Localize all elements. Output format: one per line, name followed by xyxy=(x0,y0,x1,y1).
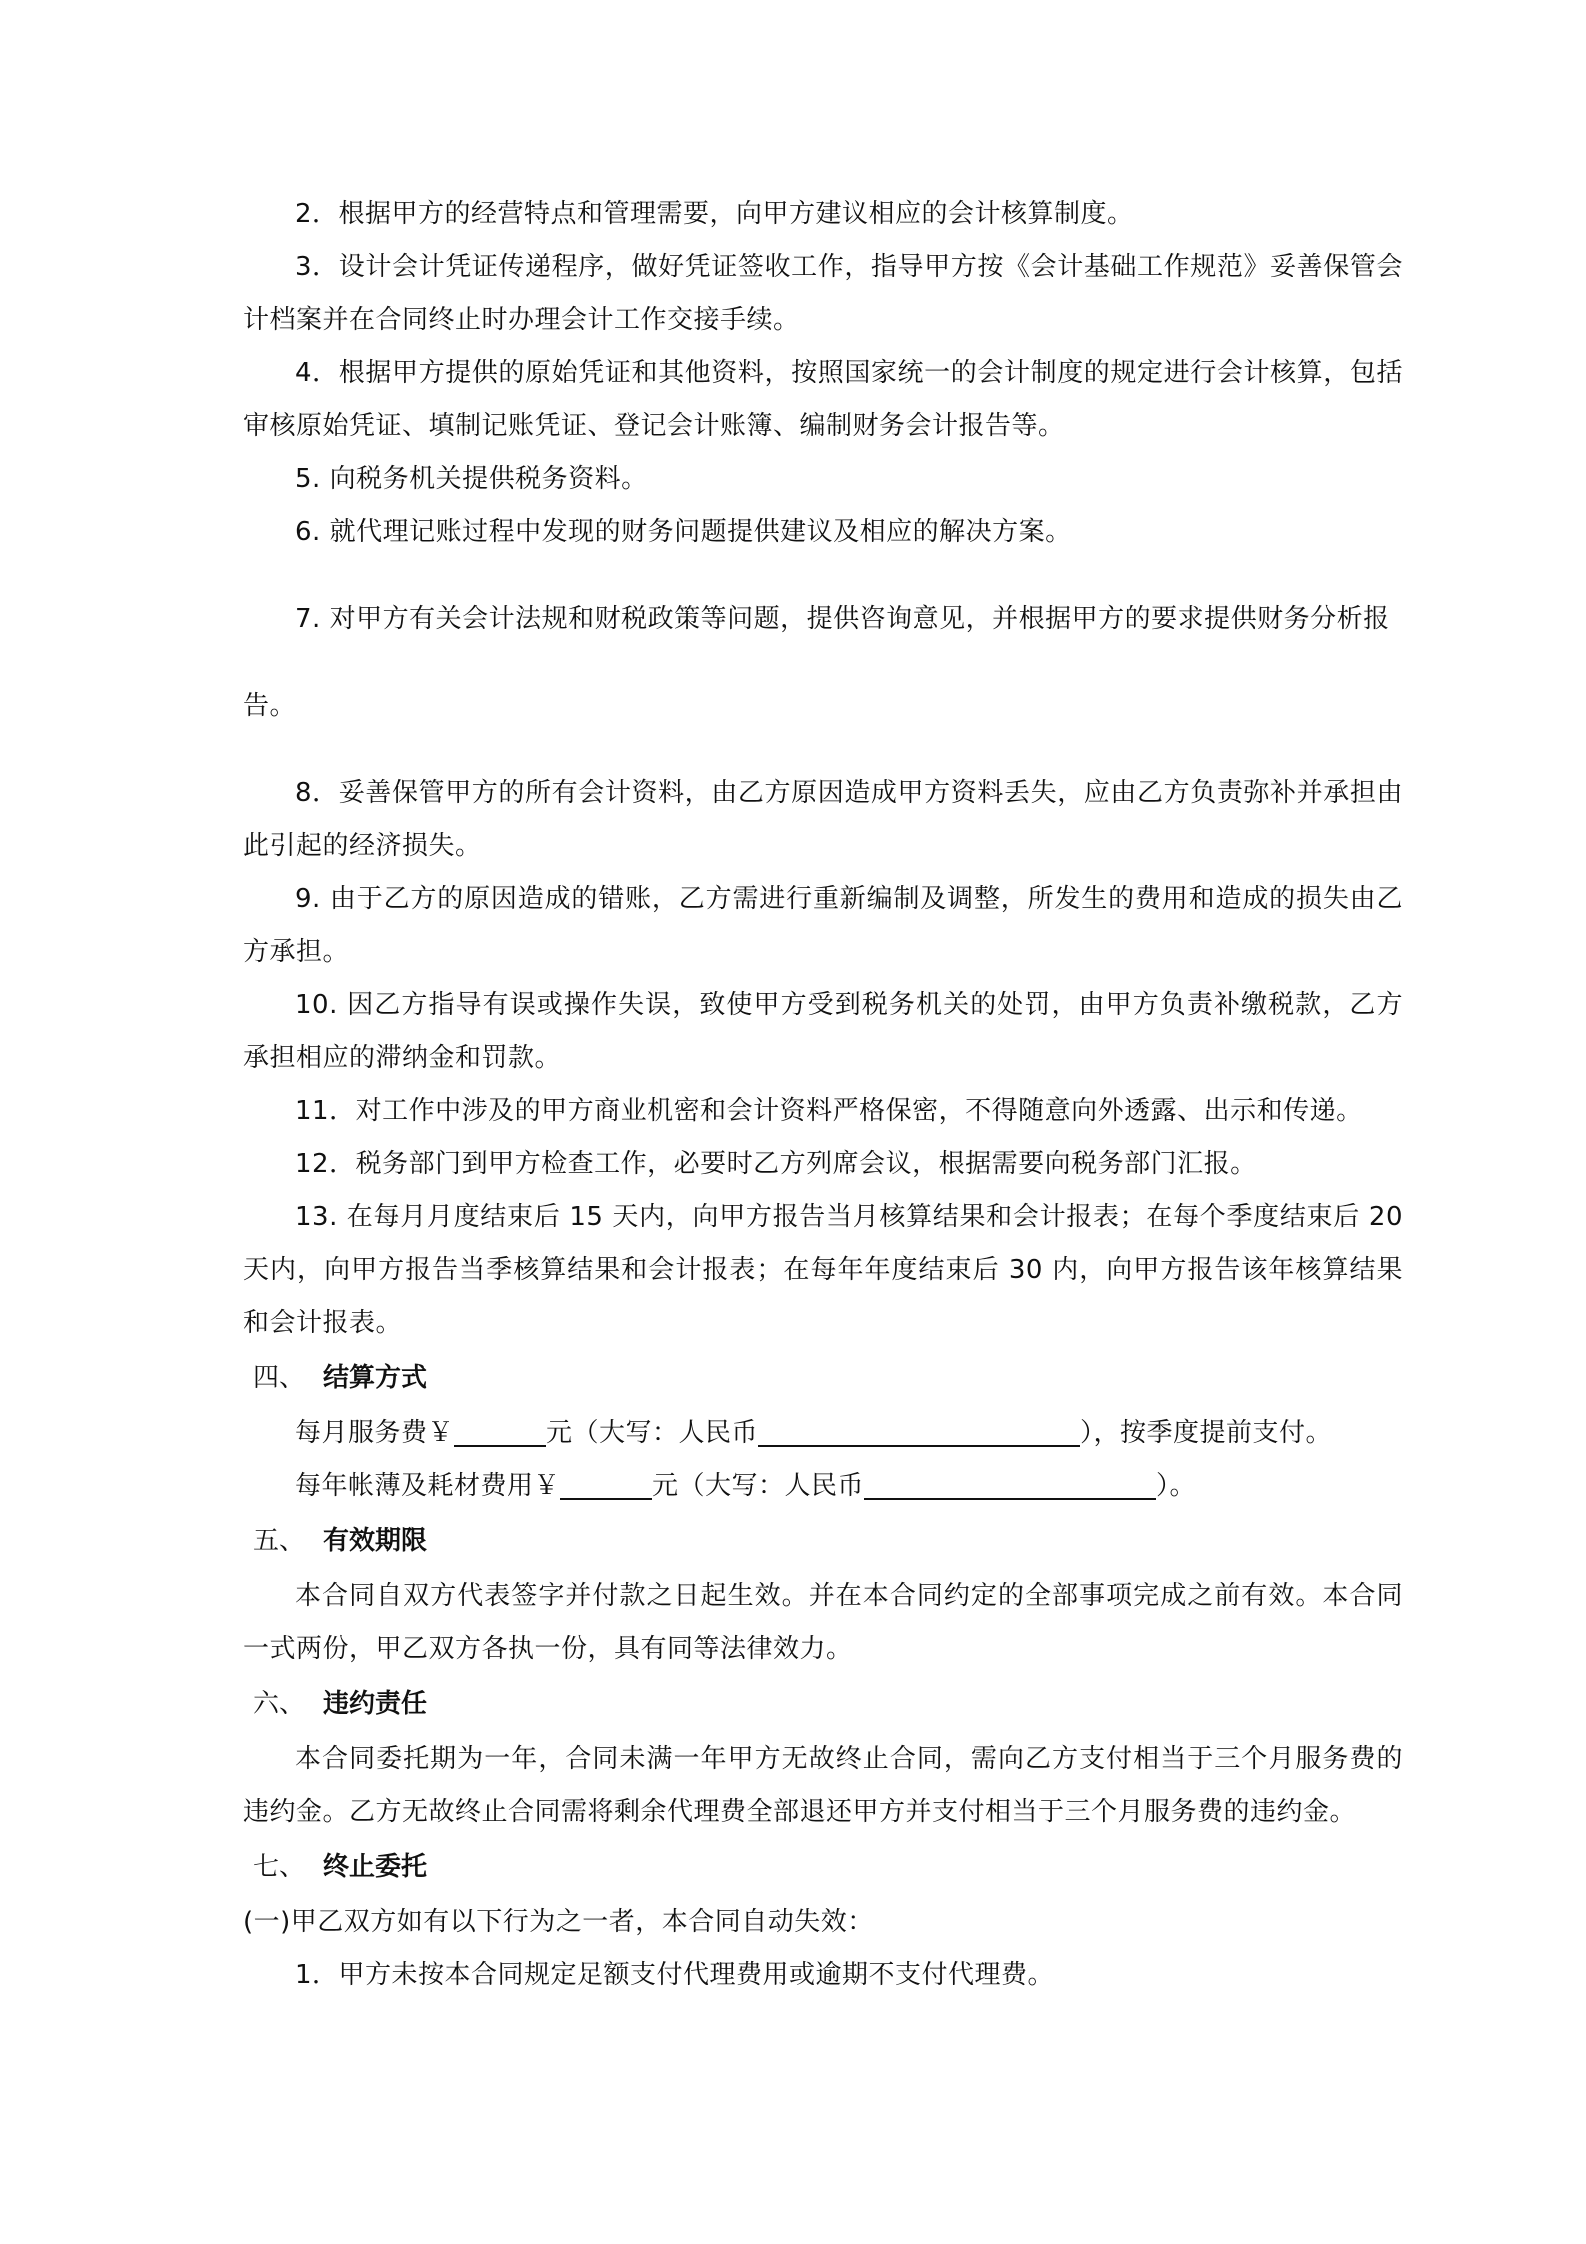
fee-mid: 元（大写：人民币 xyxy=(546,1418,759,1448)
clause-item-9: 9. 由于乙方的原因造成的错账，乙方需进行重新编制及调整，所发生的费用和造成的损失由乙方承担。 xyxy=(243,884,1403,967)
clause-item-7: 7. 对甲方有关会计法规和财税政策等问题，提供咨询意见，并根据甲方的要求提供财务分析报 xyxy=(295,604,1390,634)
section-heading-validity xyxy=(243,1513,1403,1570)
section-heading-settlement xyxy=(243,1350,1403,1407)
material-amount-blank[interactable] xyxy=(560,1472,652,1500)
material-suffix: ）。 xyxy=(1156,1471,1197,1501)
termination-subclause: (一)甲乙双方如有以下行为之一者，本合同自动失效： xyxy=(243,1907,874,1937)
termination-item-1: 1．甲方未按本合同规定足额支付代理费用或逾期不支付代理费。 xyxy=(295,1960,1055,1990)
clause-item-4: 4．根据甲方提供的原始凭证和其他资料，按照国家统一的会计制度的规定进行会计核算，包括审核原始凭证、填制记账凭证、登记会计账簿、编制财务会计报告等。 xyxy=(243,358,1403,441)
section-number: 五、 xyxy=(253,1526,306,1556)
fee-suffix: ），按季度提前支付。 xyxy=(1080,1418,1333,1448)
section-number: 六、 xyxy=(253,1689,306,1719)
clause-item-6: 6. 就代理记账过程中发现的财务问题提供建议及相应的解决方案。 xyxy=(295,517,1072,547)
material-capital-blank[interactable] xyxy=(864,1472,1156,1500)
clause-item-10: 10. 因乙方指导有误或操作失误，致使甲方受到税务机关的处罚，由甲方负责补缴税款，乙方承担相应的滞纳金和罚款。 xyxy=(243,990,1403,1073)
section-number: 四、 xyxy=(253,1363,306,1393)
validity-text: 本合同自双方代表签字并付款之日起生效。并在本合同约定的全部事项完成之前有效。本合同一式两份，甲乙双方各执一份，具有同等法律效力。 xyxy=(243,1581,1403,1664)
section-title: 终止委托 xyxy=(323,1852,428,1882)
material-mid: 元（大写：人民币 xyxy=(652,1471,865,1501)
material-prefix: 每年帐薄及耗材费用￥ xyxy=(295,1471,561,1501)
clause-item-8: 8．妥善保管甲方的所有会计资料，由乙方原因造成甲方资料丢失，应由乙方负责弥补并承担由此引起的经济损失。 xyxy=(243,778,1403,861)
fee-capital-blank[interactable] xyxy=(758,1419,1080,1447)
breach-text: 本合同委托期为一年，合同未满一年甲方无故终止合同，需向乙方支付相当于三个月服务费的违约金。乙方无故终止合同需将剩余代理费全部退还甲方并支付相当于三个月服务费的违约金。 xyxy=(243,1744,1403,1827)
clause-item-12: 12．税务部门到甲方检查工作，必要时乙方列席会议，根据需要向税务部门汇报。 xyxy=(295,1149,1257,1179)
section-heading-breach xyxy=(243,1676,1403,1733)
clause-item-3: 3．设计会计凭证传递程序，做好凭证签收工作，指导甲方按《会计基础工作规范》妥善保管会计档案并在合同终止时办理会计工作交接手续。 xyxy=(243,252,1403,335)
section-title: 结算方式 xyxy=(323,1363,428,1393)
clause-item-2: 2．根据甲方的经营特点和管理需要，向甲方建议相应的会计核算制度。 xyxy=(295,199,1134,229)
section-number: 七、 xyxy=(253,1852,306,1882)
section-title: 有效期限 xyxy=(323,1526,428,1556)
section-title: 违约责任 xyxy=(323,1689,428,1719)
clause-item-5: 5. 向税务机关提供税务资料。 xyxy=(295,464,648,494)
material-fee-line xyxy=(243,1460,1403,1513)
clause-item-7-continued: 告。 xyxy=(243,691,297,721)
fee-amount-blank[interactable] xyxy=(454,1419,546,1447)
fee-prefix: 每月服务费￥ xyxy=(295,1418,455,1448)
section-heading-termination xyxy=(243,1839,1403,1896)
clause-item-11: 11．对工作中涉及的甲方商业机密和会计资料严格保密，不得随意向外透露、出示和传递。 xyxy=(295,1096,1363,1126)
contract-page xyxy=(243,188,1403,2002)
clause-item-13: 13. 在每月月度结束后 15 天内，向甲方报告当月核算结果和会计报表；在每个季度结束后 20 天内，向甲方报告当季核算结果和会计报表；在每年年度结束后 30 内，向甲方报告该年核算结果和会计报表。 xyxy=(243,1202,1403,1338)
monthly-fee-line xyxy=(243,1407,1403,1460)
